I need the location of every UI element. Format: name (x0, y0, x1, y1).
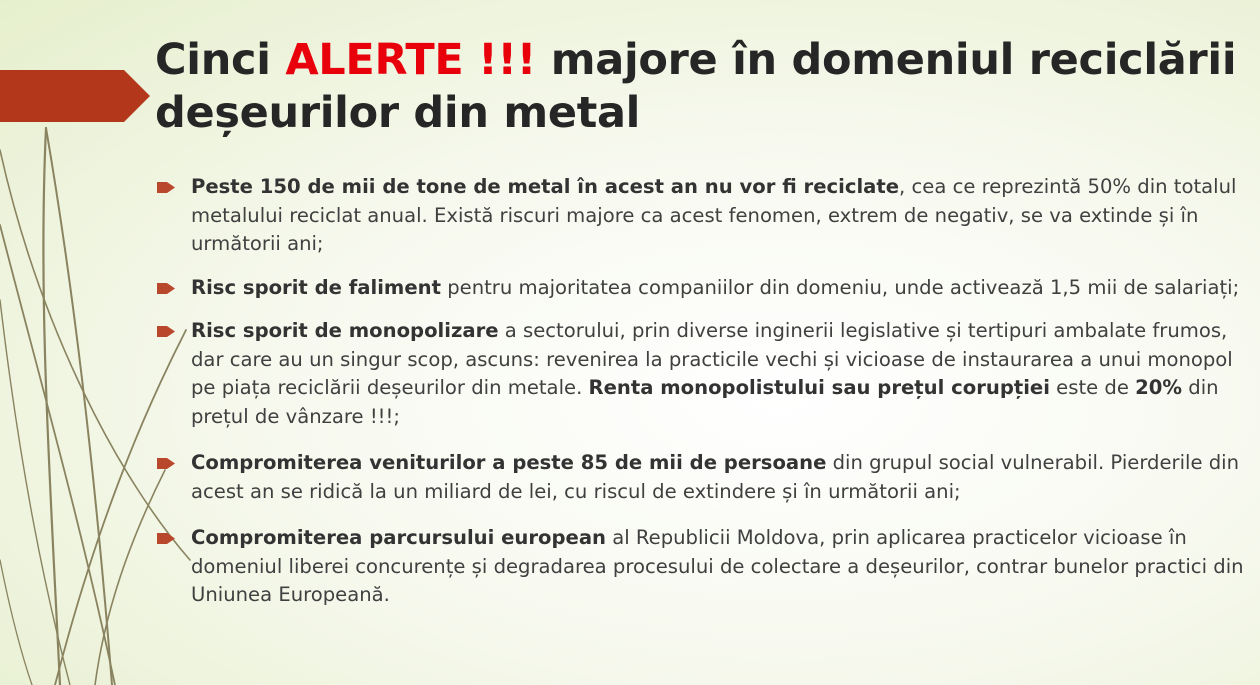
grass-line-3 (0, 225, 115, 685)
bullet-bold: Risc sporit de monopolizare (191, 319, 499, 342)
bullet-item (155, 274, 1245, 303)
bullet-text-3: din prețul de vânzare !!!; (191, 376, 1219, 428)
title-part-2: majore în domeniul reciclării deșeurilor din metal (155, 35, 1237, 138)
grass-line-1 (43, 128, 60, 685)
bullet-bold: Compromiterea parcursului european (191, 526, 606, 549)
arrow-bullet-icon (157, 533, 175, 544)
bullet-text: al Republicii Moldova, prin aplicarea practicelor vicioase în domeniul liberei concurențe și degradarea procesului de colectare a deșeurilor, contrar bunelor practici din Uniunea Europeană. (191, 526, 1244, 606)
grass-line-2 (46, 128, 112, 685)
bullet-text-2: este de (1049, 376, 1136, 399)
arrow-bullet-icon (157, 182, 175, 193)
bullet-item (155, 524, 1245, 610)
slide-title (155, 34, 1245, 140)
grass-line-8 (0, 560, 32, 685)
title-alert: ALERTE !!! (285, 35, 537, 85)
bullet-bold: Compromiterea veniturilor a peste 85 de mii de persoane (191, 451, 827, 474)
bullet-text: a sectorului, prin diverse inginerii legislative și tertipuri ambalate frumos, dar care au un singur scop, ascuns: revenirea la practicile vechi și vicioase de instaurarea a unui monopol pe piața reciclării deșeurilor din metale. (191, 319, 1233, 399)
bullet-text: , cea ce reprezintă 50% din totalul metalului reciclat anual. Există riscuri majore ca acest fenomen, extrem de negativ, se va extinde și în următorii ani; (191, 175, 1237, 255)
arrow-bullet-icon (157, 283, 175, 294)
bullet-bold-2: Renta monopolistului sau prețul corupției (588, 376, 1050, 399)
title-part-1: Cinci (155, 35, 286, 85)
bullet-text: pentru majoritatea companiilor din domeniu, unde activează 1,5 mii de salariați; (440, 275, 1240, 299)
grass-line-7 (0, 300, 70, 685)
bullet-bold: Risc sporit de faliment (191, 275, 441, 299)
title-banner-shape (0, 70, 150, 122)
bullet-text: din grupul social vulnerabil. Pierderile din acest an se ridică la un miliard de lei, cu riscul de extindere și în următorii ani; (191, 451, 1240, 503)
bullet-item (155, 449, 1245, 506)
bullet-bold-3: 20% (1135, 376, 1183, 399)
bullet-item (155, 173, 1245, 259)
arrow-bullet-icon (157, 326, 175, 337)
bullet-bold: Peste 150 de mii de tone de metal în acest an nu vor fi reciclate (191, 175, 900, 198)
bullet-list (155, 173, 1245, 610)
arrow-bullet-icon (157, 458, 175, 469)
bullet-item (155, 317, 1245, 431)
